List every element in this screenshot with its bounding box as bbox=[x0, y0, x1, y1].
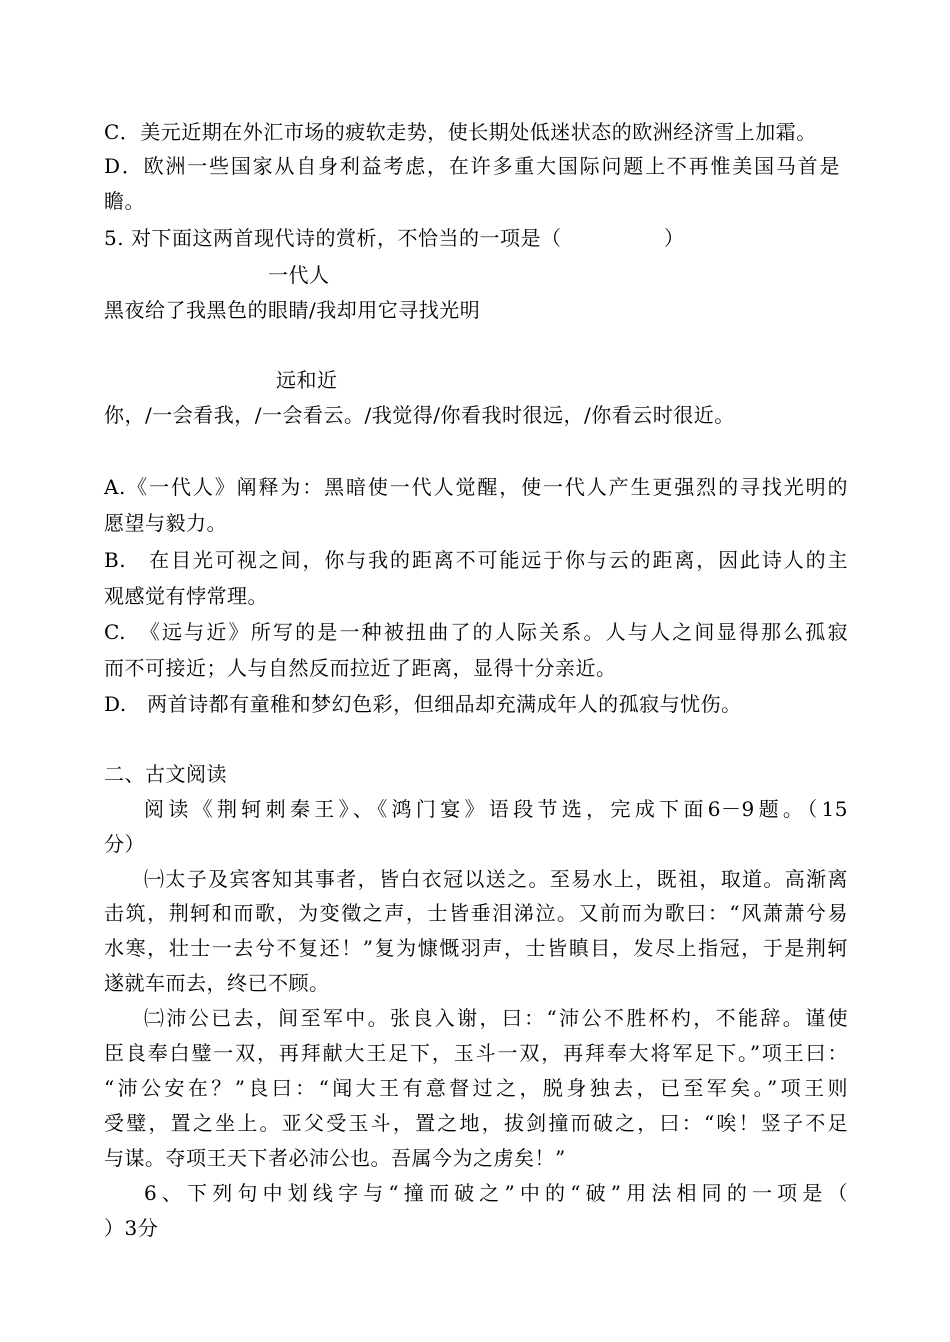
passage2-line4: 受璧，置之坐上。亚父受玉斗，置之地，拔剑撞而破之，曰：“唉！竖子不足 bbox=[104, 1111, 848, 1135]
q4-option-c: C．美元近期在外汇市场的疲软走势，使长期处低迷状态的欧洲经济雪上加霜。 bbox=[104, 120, 817, 144]
poem2-title: 远和近 bbox=[276, 368, 338, 392]
q5-option-c-line1: C. 《远与近》所写的是一种被扭曲了的人际关系。人与人之间显得那么孤寂 bbox=[104, 620, 848, 644]
q6-stem-line2: ）3分 bbox=[104, 1216, 159, 1240]
q6-stem-line1: 6、下列句中划线字与“撞而破之”中的“破”用法相同的一项是（ bbox=[144, 1181, 848, 1205]
passage2-line1: ㈡沛公已去，间至军中。张良入谢，曰：“沛公不胜杯杓，不能辞。谨使 bbox=[144, 1006, 848, 1030]
q5-option-c-line2: 而不可接近；人与自然反而拉近了距离，显得十分亲近。 bbox=[104, 656, 617, 680]
poem2-text: 你，/一会看我，/一会看云。/我觉得/你看我时很远，/你看云时很近。 bbox=[104, 403, 735, 427]
poem1-title: 一代人 bbox=[268, 263, 330, 287]
q5-option-b-line2: 观感觉有悖常理。 bbox=[104, 584, 268, 608]
section2-heading: 二、古文阅读 bbox=[104, 762, 227, 786]
passage1-line3: 水寒，壮士一去兮不复还！”复为慷慨羽声，士皆瞋目，发尽上指冠，于是荆轲 bbox=[104, 936, 848, 960]
section2-intro-line2: 分） bbox=[104, 832, 145, 856]
section2-intro-line1: 阅读《荆轲刺秦王》、《鸿门宴》语段节选，完成下面6－9题。（15 bbox=[144, 797, 848, 821]
q5-option-b-line1: B. 在目光可视之间，你与我的距离不可能远于你与云的距离，因此诗人的主 bbox=[104, 548, 848, 572]
passage1-line4: 遂就车而去，终已不顾。 bbox=[104, 971, 330, 995]
q4-option-d-line1: D．欧洲一些国家从自身利益考虑，在许多重大国际问题上不再惟美国马首是 bbox=[104, 154, 840, 178]
q5-option-a-line1: A.《一代人》阐释为：黑暗使一代人觉醒，使一代人产生更强烈的寻找光明的 bbox=[104, 475, 848, 499]
passage1-line2: 击筑，荆轲和而歌，为变徵之声，士皆垂泪涕泣。又前而为歌曰：“风萧萧兮易 bbox=[104, 901, 848, 925]
q5-option-a-line2: 愿望与毅力。 bbox=[104, 511, 227, 535]
q4-option-d-line2: 瞻。 bbox=[104, 189, 145, 213]
passage2-line3: “沛公安在？”良曰：“闻大王有意督过之，脱身独去，已至军矣。”项王则 bbox=[104, 1076, 848, 1100]
passage2-line5: 与谋。夺项王天下者必沛公也。吾属今为之虏矣！” bbox=[104, 1146, 566, 1170]
q5-stem: 5. 对下面这两首现代诗的赏析，不恰当的一项是（ ） bbox=[104, 226, 685, 250]
poem1-text: 黑夜给了我黑色的眼睛/我却用它寻找光明 bbox=[104, 298, 481, 322]
passage1-line1: ㈠太子及宾客知其事者，皆白衣冠以送之。至易水上，既祖，取道。高渐离 bbox=[144, 867, 848, 891]
passage2-line2: 臣良奉白璧一双，再拜献大王足下，玉斗一双，再拜奉大将军足下。”项王曰： bbox=[104, 1041, 848, 1065]
q5-option-d: D. 两首诗都有童稚和梦幻色彩，但细品却充满成年人的孤寂与忧伤。 bbox=[104, 692, 742, 716]
